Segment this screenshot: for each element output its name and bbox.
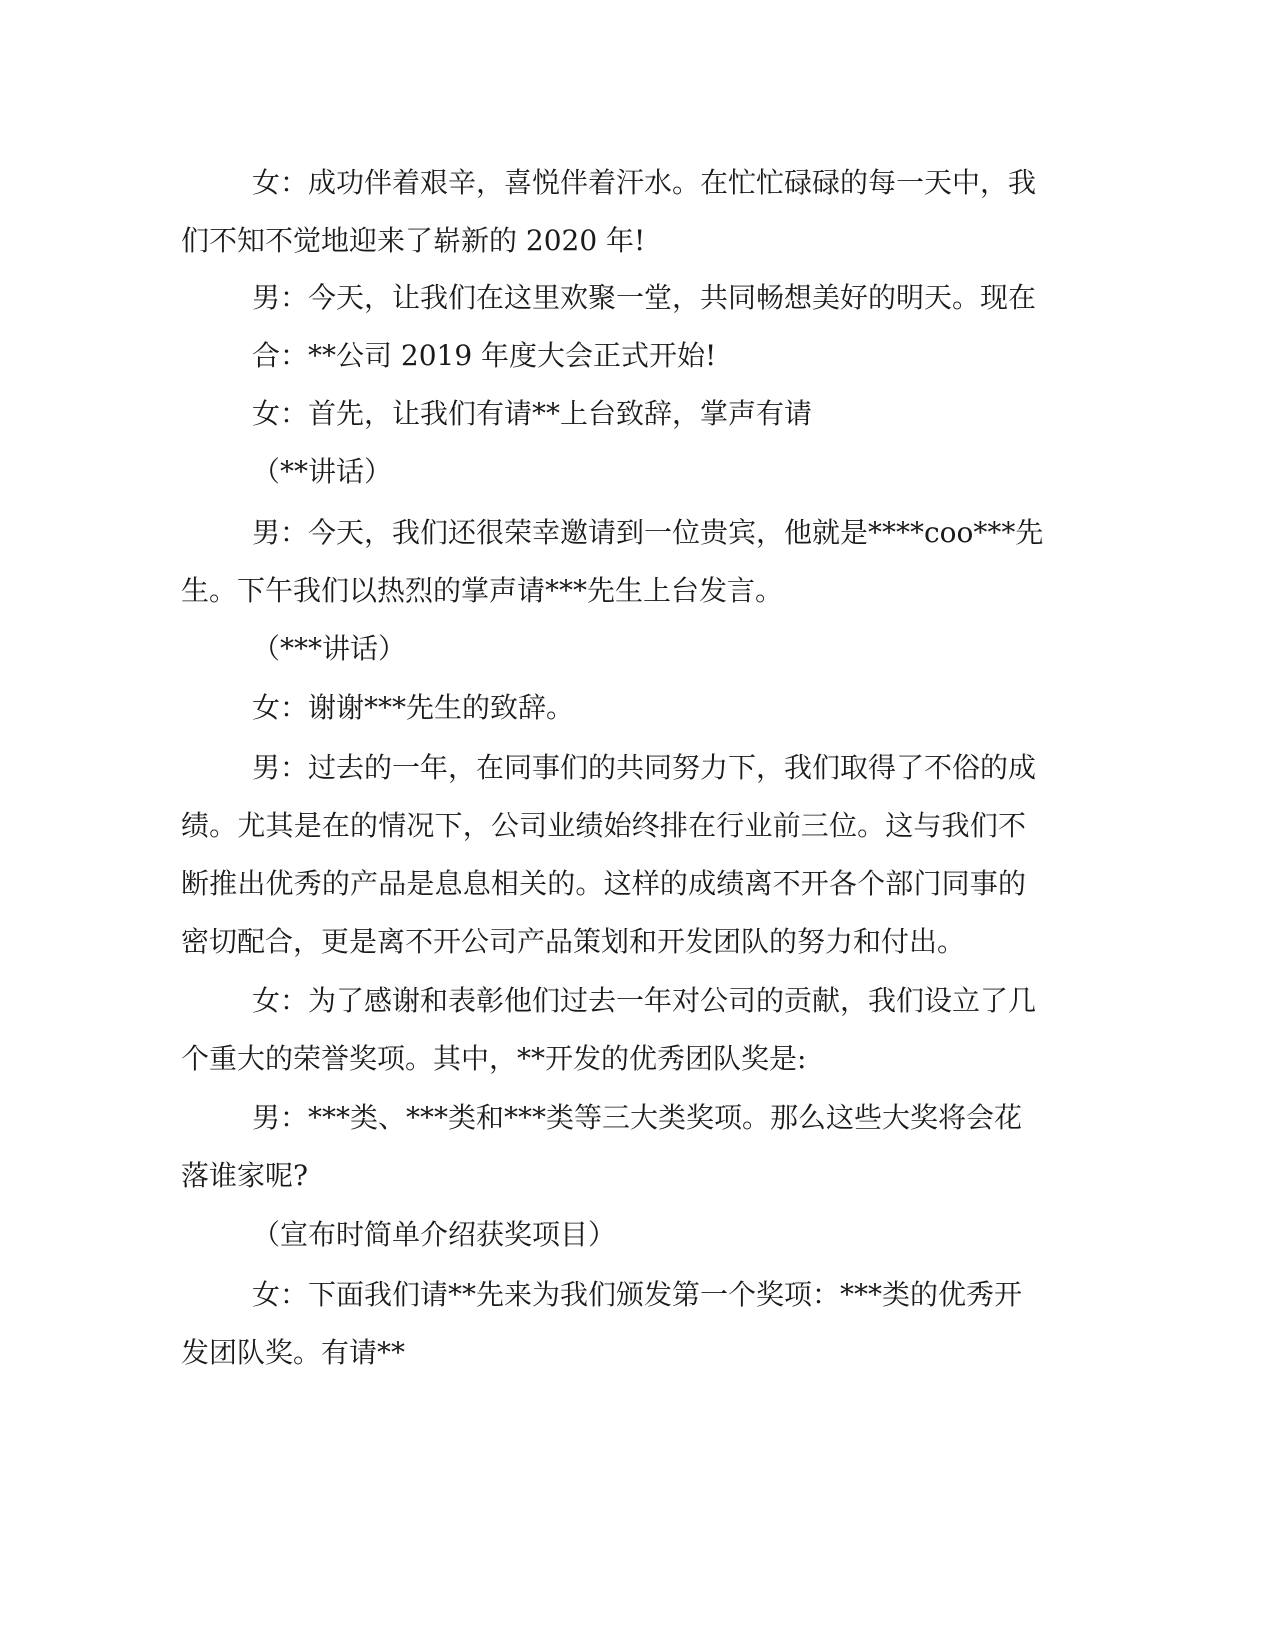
text-line-17: 男：***类、***类和***类等三大类奖项。那么这些大奖将会花 [252, 1101, 1023, 1134]
text-line-16: 个重大的荣誉奖项。其中，**开发的优秀团队奖是: [181, 1042, 807, 1075]
text-line-15: 女：为了感谢和表彰他们过去一年对公司的贡献，我们设立了几 [252, 984, 1037, 1017]
text-line-20: 女：下面我们请**先来为我们颁发第一个奖项：***类的优秀开 [252, 1278, 1023, 1311]
text-line-21: 发团队奖。有请** [181, 1336, 406, 1369]
text-line-10: 女：谢谢***先生的致辞。 [252, 691, 575, 724]
text-line-19: （宣布时简单介绍获奖项目） [252, 1218, 617, 1251]
text-line-14: 密切配合，更是离不开公司产品策划和开发团队的努力和付出。 [181, 925, 966, 958]
text-line-2: 们不知不觉地迎来了崭新的 2020 年! [181, 224, 646, 257]
text-line-4: 合：**公司 2019 年度大会正式开始! [252, 339, 717, 372]
text-line-13: 断推出优秀的产品是息息相关的。这样的成绩离不开各个部门同事的 [181, 867, 1026, 900]
text-line-5: 女：首先，让我们有请**上台致辞，掌声有请 [252, 397, 813, 430]
text-line-12: 绩。尤其是在的情况下，公司业绩始终排在行业前三位。这与我们不 [181, 809, 1026, 842]
text-line-3: 男：今天，让我们在这里欢聚一堂，共同畅想美好的明天。现在 [252, 281, 1037, 314]
text-line-11: 男：过去的一年，在同事们的共同努力下，我们取得了不俗的成 [252, 751, 1037, 784]
text-line-1: 女：成功伴着艰辛，喜悦伴着汗水。在忙忙碌碌的每一天中，我 [252, 166, 1037, 199]
text-line-6: （**讲话） [252, 455, 393, 488]
text-line-9: （***讲话） [252, 632, 407, 665]
text-line-7: 男：今天，我们还很荣幸邀请到一位贵宾，他就是****coo***先 [252, 516, 1044, 549]
text-line-8: 生。下午我们以热烈的掌声请***先生上台发言。 [181, 574, 784, 607]
text-line-18: 落谁家呢? [181, 1159, 309, 1192]
